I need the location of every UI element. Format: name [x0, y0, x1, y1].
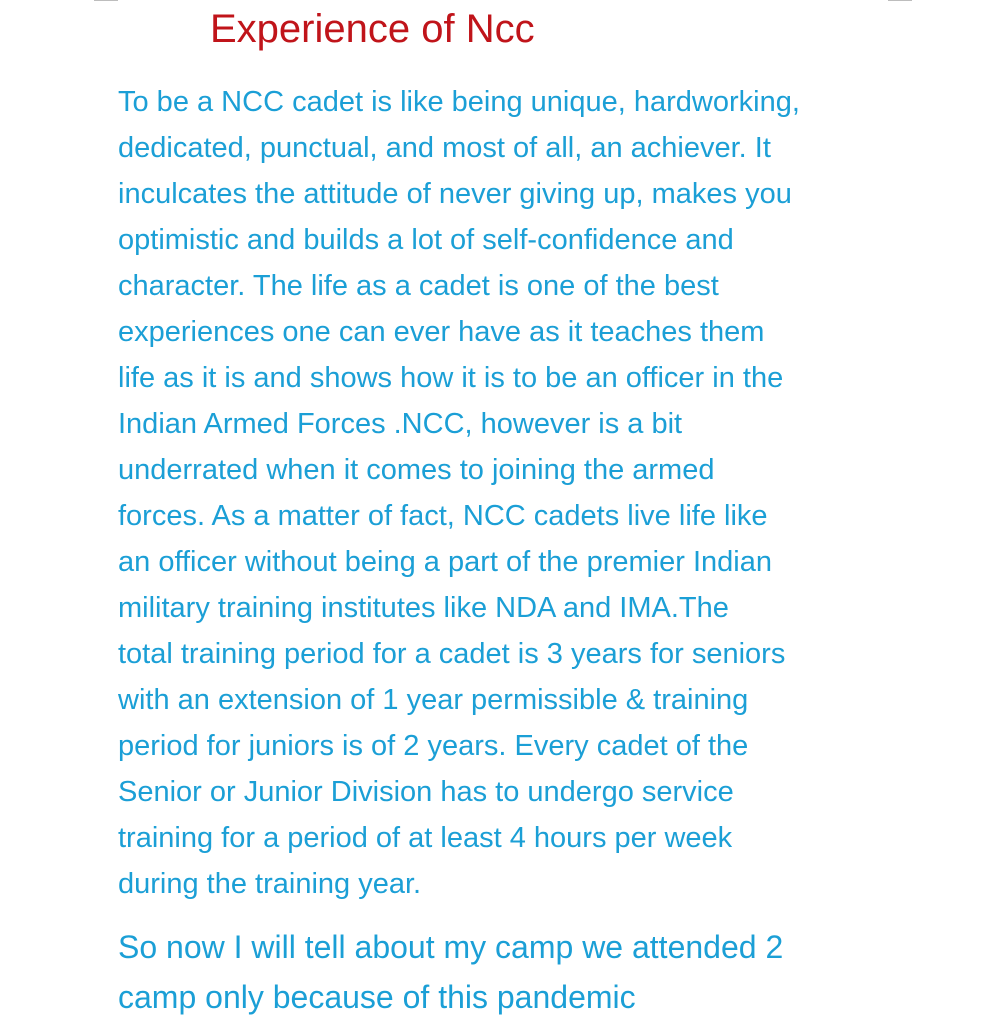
- paragraph-line: inculcates the attitude of never giving up, makes you: [118, 178, 792, 210]
- paragraph-line: during the training year.: [118, 868, 422, 900]
- paragraph-line: an officer without being a part of the premier Indian: [118, 546, 772, 578]
- top-right-edge-mark: [888, 0, 912, 1]
- paragraph-line: total training period for a cadet is 3 years for seniors: [118, 638, 786, 670]
- paragraph-line: Indian Armed Forces .NCC, however is a bit: [118, 408, 683, 440]
- paragraph-intro: [118, 79, 800, 907]
- paragraph-line: To be a NCC cadet is like being unique, hardworking,: [118, 86, 800, 118]
- paragraph-line: camp only because of this pandemic: [118, 979, 636, 1015]
- paragraph-line: training for a period of at least 4 hours per week: [118, 822, 733, 854]
- page-title: Experience of Ncc: [210, 7, 535, 51]
- paragraph-line: Senior or Junior Division has to undergo service: [118, 776, 734, 808]
- paragraph-line: underrated when it comes to joining the armed: [118, 454, 715, 486]
- paragraph-line: period for juniors is of 2 years. Every cadet of the: [118, 730, 749, 762]
- paragraph-line: military training institutes like NDA and IMA.The: [118, 592, 729, 624]
- paragraph-line: optimistic and builds a lot of self-confidence and: [118, 224, 734, 256]
- paragraph-line: experiences one can ever have as it teaches them: [118, 316, 765, 348]
- paragraph-line: life as it is and shows how it is to be an officer in the: [118, 362, 784, 394]
- paragraph-line: character. The life as a cadet is one of the best: [118, 270, 719, 302]
- paragraph-line: with an extension of 1 year permissible & training: [118, 684, 749, 716]
- paragraph-camp: [118, 922, 783, 1022]
- paragraph-line: forces. As a matter of fact, NCC cadets live life like: [118, 500, 768, 532]
- top-left-edge-mark: [94, 0, 118, 1]
- paragraph-line: So now I will tell about my camp we attended 2: [118, 929, 784, 965]
- paragraph-line: dedicated, punctual, and most of all, an achiever. It: [118, 132, 771, 164]
